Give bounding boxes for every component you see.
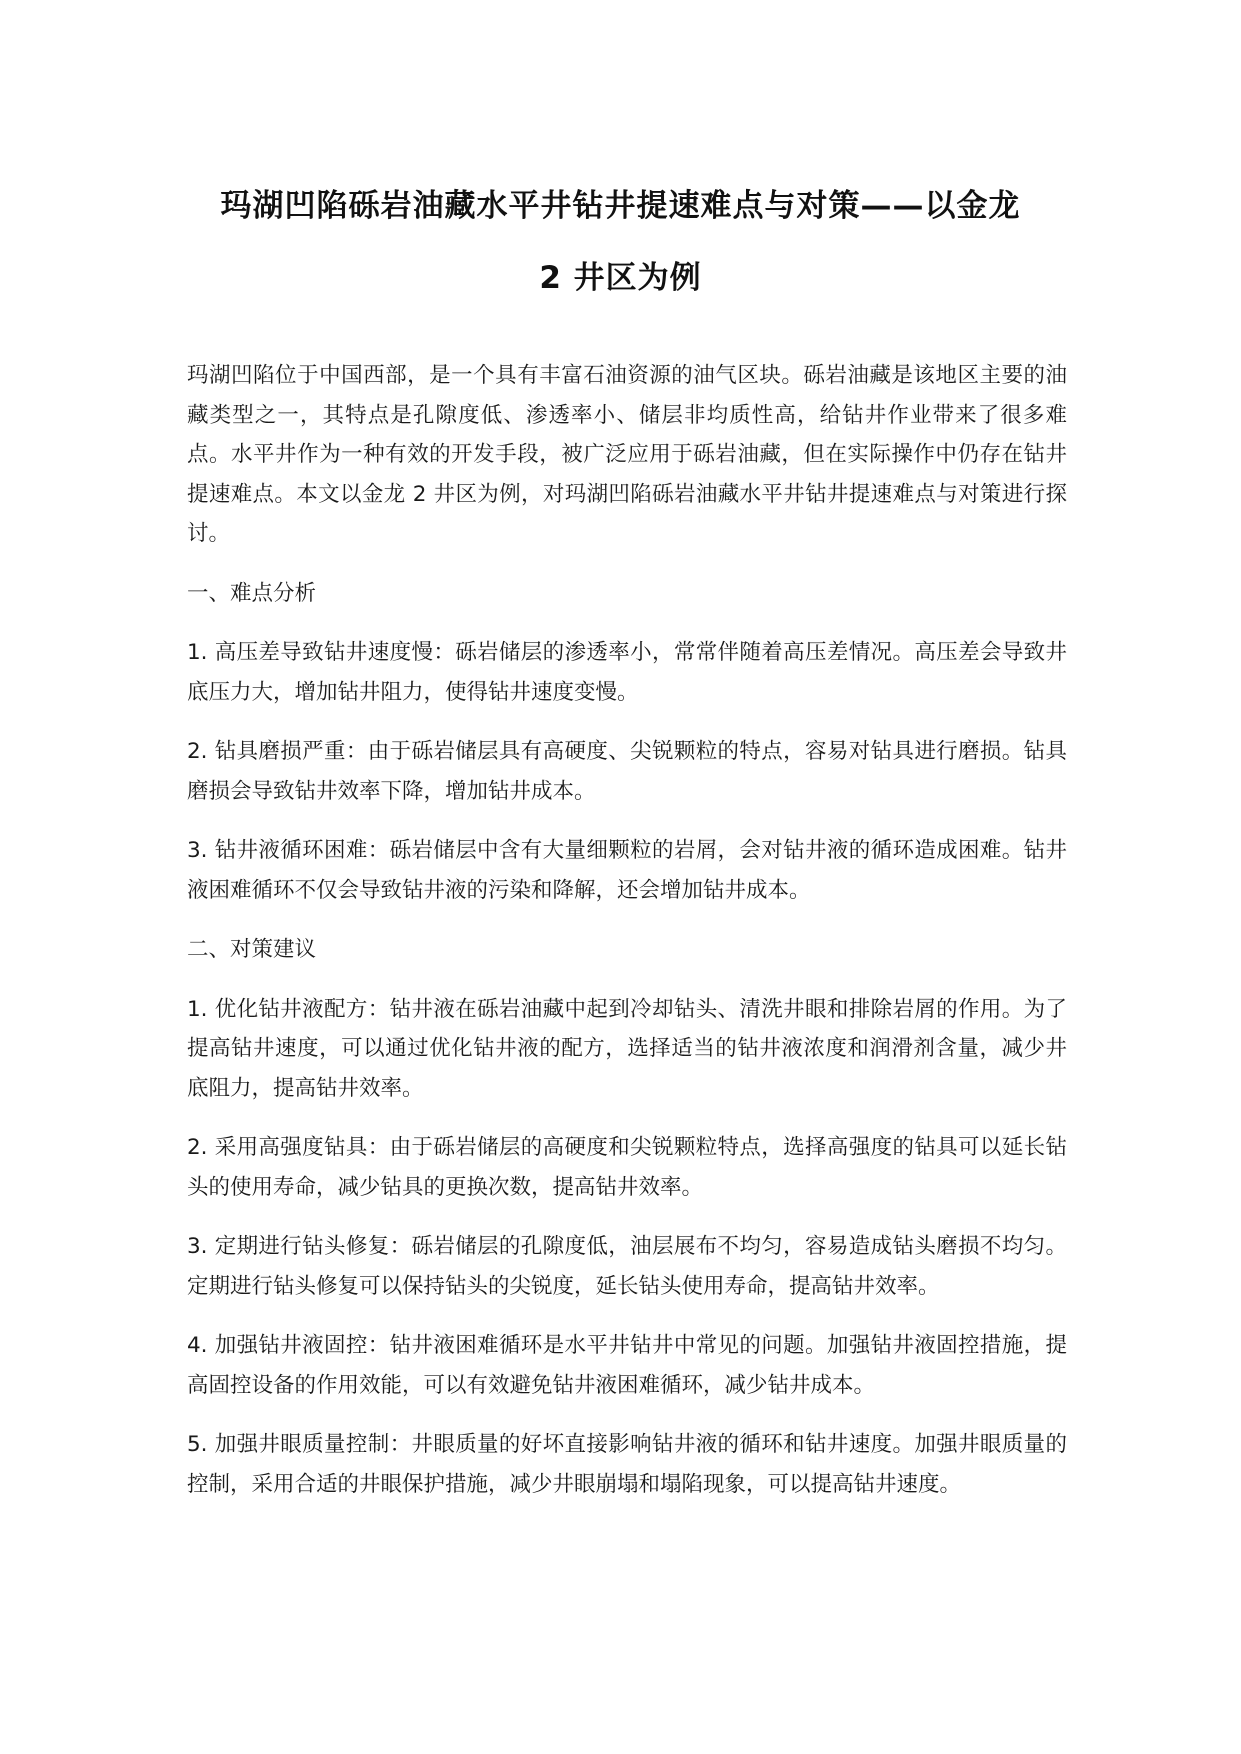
- document-title-line-1: 玛湖凹陷砾岩油藏水平井钻井提速难点与对策——以金龙: [220, 188, 1021, 224]
- countermeasure-item: 5. 加强井眼质量控制：井眼质量的好坏直接影响钻井液的循环和钻井速度。加强井眼质量的控制，采用合适的井眼保护措施，减少井眼崩塌和塌陷现象，可以提高钻井速度。: [187, 1432, 1067, 1497]
- document-body: [187, 356, 1067, 1524]
- difficulty-item: 2. 钻具磨损严重：由于砾岩储层具有高硬度、尖锐颗粒的特点，容易对钻具进行磨损。钻具磨损会导致钻井效率下降，增加钻井成本。: [187, 739, 1067, 804]
- intro-paragraph: 玛湖凹陷位于中国西部，是一个具有丰富石油资源的油气区块。砾岩油藏是该地区主要的油藏类型之一，其特点是孔隙度低、渗透率小、储层非均质性高，给钻井作业带来了很多难点。水平井作为一种有效的开发手段，被广泛应用于砾岩油藏，但在实际操作中仍存在钻井提速难点。本文以金龙 2 井区为例，对玛湖凹陷砾岩油藏水平井钻井提速难点与对策进行探讨。: [187, 363, 1067, 546]
- document-title-line-2: 2 井区为例: [539, 260, 702, 296]
- countermeasure-item: 2. 采用高强度钻具：由于砾岩储层的高硬度和尖锐颗粒特点，选择高强度的钻具可以延长钻头的使用寿命，减少钻具的更换次数，提高钻井效率。: [187, 1135, 1067, 1200]
- countermeasure-item: 4. 加强钻井液固控：钻井液困难循环是水平井钻井中常见的问题。加强钻井液固控措施，提高固控设备的作用效能，可以有效避免钻井液困难循环，减少钻井成本。: [187, 1333, 1067, 1398]
- difficulty-item: 1. 高压差导致钻井速度慢：砾岩储层的渗透率小，常常伴随着高压差情况。高压差会导致井底压力大，增加钻井阻力，使得钻井速度变慢。: [187, 640, 1067, 705]
- countermeasure-item: 1. 优化钻井液配方：钻井液在砾岩油藏中起到冷却钻头、清洗井眼和排除岩屑的作用。为了提高钻井速度，可以通过优化钻井液的配方，选择适当的钻井液浓度和润滑剂含量，减少井底阻力，提高钻井效率。: [187, 996, 1067, 1101]
- section-heading-difficulty-analysis: 一、难点分析: [187, 580, 317, 606]
- countermeasure-item: 3. 定期进行钻头修复：砾岩储层的孔隙度低，油层展布不均匀，容易造成钻头磨损不均匀。定期进行钻头修复可以保持钻头的尖锐度，延长钻头使用寿命，提高钻井效率。: [187, 1234, 1067, 1299]
- difficulty-item: 3. 钻井液循环困难：砾岩储层中含有大量细颗粒的岩屑，会对钻井液的循环造成困难。钻井液困难循环不仅会导致钻井液的污染和降解，还会增加钻井成本。: [187, 838, 1067, 903]
- section-heading-countermeasures: 二、对策建议: [187, 937, 317, 962]
